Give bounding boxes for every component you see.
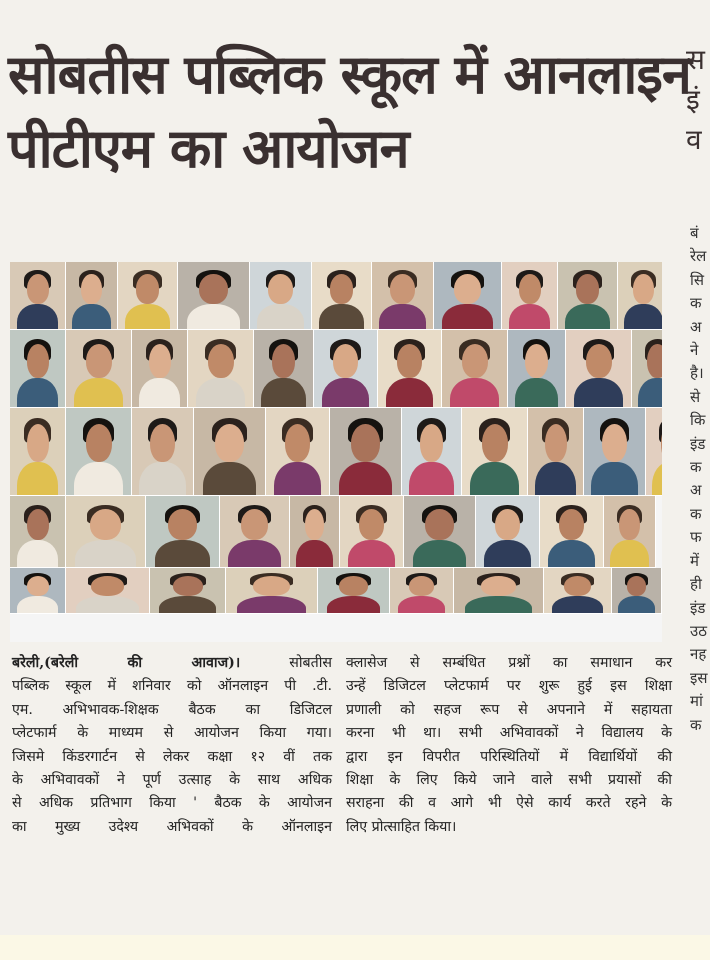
person-body xyxy=(74,378,123,408)
person-body xyxy=(535,462,577,496)
person-face xyxy=(619,509,639,540)
video-tile xyxy=(604,496,656,568)
headline-line-2: पीटीएम का आयोजन xyxy=(8,117,409,180)
video-tile xyxy=(462,408,528,496)
person-body xyxy=(72,304,111,330)
article-line: प्लेटफार्म के माध्यम से आयोजन किया गया। xyxy=(12,725,332,742)
dateline: बरेली,(बरेली की आवाज)। xyxy=(12,655,241,671)
video-tile xyxy=(194,408,266,496)
video-tile xyxy=(454,568,544,614)
article-line: द्वारा इन विपरीत परिस्थितियों में विद्यार्थियों की xyxy=(346,748,672,765)
side-column-line: फ xyxy=(690,528,702,547)
person-body xyxy=(409,462,454,496)
video-tile xyxy=(66,568,150,614)
video-tile xyxy=(372,262,434,330)
side-column-line: अ xyxy=(690,481,702,500)
article-column-2 xyxy=(346,652,672,839)
video-tile xyxy=(150,568,226,614)
person-body xyxy=(139,378,181,408)
person-face xyxy=(462,344,488,378)
headline-line-1: सोबतीस पब्लिक स्कूल में आनलाइन xyxy=(8,43,691,106)
video-tile xyxy=(178,262,250,330)
person-face xyxy=(199,274,227,303)
person-face xyxy=(27,576,49,596)
video-tile xyxy=(528,408,584,496)
person-body xyxy=(155,540,210,568)
video-tile xyxy=(502,262,558,330)
video-tile xyxy=(378,330,442,408)
video-tile xyxy=(146,496,220,568)
article-line: पब्लिक स्कूल में शनिवार को ऑनलाइन पी .टी. xyxy=(12,678,332,695)
person-body xyxy=(442,304,493,330)
person-body xyxy=(450,378,499,408)
person-face xyxy=(241,509,269,540)
person-body xyxy=(125,304,170,330)
person-body xyxy=(17,540,59,568)
person-body xyxy=(327,596,381,614)
person-face xyxy=(150,424,174,462)
person-body xyxy=(413,540,467,568)
dateline-rest: सोबतीस xyxy=(240,655,332,671)
person-face xyxy=(633,274,653,303)
person-face xyxy=(576,274,600,303)
video-tile xyxy=(10,262,66,330)
video-tile xyxy=(340,496,404,568)
side-column-line: क xyxy=(690,715,702,734)
side-column-line: मां xyxy=(690,692,703,711)
person-face xyxy=(27,509,49,540)
side-column-line: नह xyxy=(690,645,707,664)
person-face xyxy=(253,576,289,596)
side-column-line: क xyxy=(690,294,702,313)
side-column-line: बं xyxy=(690,224,699,242)
person-face xyxy=(27,274,49,303)
person-body xyxy=(638,378,662,408)
person-body xyxy=(610,540,649,568)
side-column-line: से xyxy=(690,387,701,406)
video-tile xyxy=(10,496,66,568)
person-body xyxy=(322,378,370,408)
article-line: क्लासेज से सम्बंधित प्रश्नों का समाधान कर xyxy=(346,655,672,671)
person-body xyxy=(139,462,185,496)
person-face xyxy=(268,274,292,303)
side-column-line: क xyxy=(690,504,702,523)
person-face xyxy=(330,274,354,303)
side-column-line: ने xyxy=(690,341,699,360)
video-tile xyxy=(508,330,566,408)
side-head-line: स xyxy=(686,43,705,76)
person-face xyxy=(586,344,612,378)
video-tile xyxy=(118,262,178,330)
person-body xyxy=(339,462,393,496)
side-column-line: सि xyxy=(690,270,705,289)
person-face xyxy=(285,424,310,462)
person-body xyxy=(591,462,637,496)
person-face xyxy=(90,509,122,540)
video-tile xyxy=(250,262,312,330)
person-face xyxy=(545,424,567,462)
person-body xyxy=(17,304,59,330)
person-face xyxy=(86,344,112,378)
video-tile xyxy=(566,330,632,408)
video-tile xyxy=(540,496,604,568)
video-tile xyxy=(558,262,618,330)
video-tile xyxy=(10,568,66,614)
side-head-line: व xyxy=(686,123,702,156)
person-body xyxy=(552,596,603,614)
person-body xyxy=(17,596,59,614)
side-column-line: अ xyxy=(690,317,702,336)
article-line: करना भी था। सभी अभिवावकों ने विद्यालय के xyxy=(346,725,672,742)
video-tile xyxy=(132,330,188,408)
person-body xyxy=(348,540,396,568)
article-line: सराहना की व आगे भी ऐसे कार्य करते रहने के xyxy=(346,795,672,812)
person-body xyxy=(228,540,280,568)
person-face xyxy=(390,274,414,303)
person-body xyxy=(296,540,333,568)
video-tile xyxy=(10,408,66,496)
video-tile xyxy=(434,262,502,330)
person-body xyxy=(565,304,610,330)
person-body xyxy=(379,304,425,330)
video-tile xyxy=(442,330,508,408)
video-call-collage xyxy=(10,262,662,642)
video-tile xyxy=(330,408,402,496)
person-face xyxy=(525,344,548,378)
adjacent-article-fragment xyxy=(690,222,710,737)
video-tile xyxy=(404,496,476,568)
person-face xyxy=(425,509,453,540)
person-body xyxy=(470,462,519,496)
person-face xyxy=(168,509,197,540)
person-face xyxy=(333,344,358,378)
person-face xyxy=(627,576,647,596)
video-tile xyxy=(612,568,662,614)
headline xyxy=(8,38,691,186)
article-line: के अभिवावकों ने पूर्ण उत्साह के साथ अधिक xyxy=(12,772,332,789)
person-face xyxy=(208,344,234,378)
side-column-line: में xyxy=(690,551,699,570)
side-column-line: क xyxy=(690,458,702,477)
person-body xyxy=(484,540,532,568)
person-face xyxy=(91,576,124,596)
adjacent-headline-fragment xyxy=(686,40,710,160)
person-face xyxy=(149,344,171,378)
person-face xyxy=(27,424,49,462)
person-body xyxy=(261,378,306,408)
article-line: जिसमे किंडरगार्टन से लेकर कक्षा १२ वीं तक xyxy=(12,748,332,765)
person-body xyxy=(75,540,135,568)
person-body xyxy=(159,596,216,614)
person-body xyxy=(574,378,623,408)
person-body xyxy=(17,378,59,408)
article-column-1 xyxy=(12,652,332,839)
person-face xyxy=(305,509,325,540)
video-tile xyxy=(10,330,66,408)
person-face xyxy=(481,576,517,596)
page-bottom-band xyxy=(0,935,710,960)
person-face xyxy=(420,424,444,462)
person-body xyxy=(187,304,241,330)
person-body xyxy=(274,462,322,496)
person-body xyxy=(386,378,434,408)
person-face xyxy=(602,424,626,462)
person-face xyxy=(397,344,422,378)
article-line xyxy=(12,652,332,675)
article-line: उन्हें डिजिटल प्लेटफार्म पर शुरू हुई इस शिक्षा xyxy=(346,678,672,695)
video-tile xyxy=(476,496,540,568)
person-body xyxy=(203,462,257,496)
side-column-line: कि xyxy=(690,411,706,430)
person-face xyxy=(359,509,384,540)
side-column-line: इंड xyxy=(690,598,706,617)
person-body xyxy=(74,462,123,496)
person-face xyxy=(215,424,243,462)
video-tile xyxy=(314,330,378,408)
person-face xyxy=(272,344,296,378)
article-line: शिक्षा के लिए किये जाने वाले सभी प्रयासों की xyxy=(346,772,672,789)
person-body xyxy=(465,596,533,614)
person-body xyxy=(237,596,306,614)
person-face xyxy=(564,576,591,596)
person-face xyxy=(495,509,520,540)
video-tile xyxy=(66,330,132,408)
video-tile xyxy=(402,408,462,496)
person-face xyxy=(647,344,662,378)
person-body xyxy=(509,304,551,330)
person-body xyxy=(17,462,59,496)
person-body xyxy=(515,378,558,408)
person-face xyxy=(559,509,584,540)
side-column-line: है। xyxy=(690,364,704,383)
video-tile xyxy=(254,330,314,408)
article-line: का मुख्य उदेश्य अभिवकों के ऑनलाइन xyxy=(12,818,332,835)
video-tile xyxy=(66,262,118,330)
video-tile xyxy=(584,408,646,496)
video-tile xyxy=(618,262,662,330)
person-body xyxy=(548,540,596,568)
article-line: लिए प्रोत्साहित किया। xyxy=(346,818,457,835)
video-tile xyxy=(312,262,372,330)
video-tile xyxy=(220,496,290,568)
person-face xyxy=(409,576,434,596)
person-face xyxy=(339,576,367,596)
person-body xyxy=(652,462,662,496)
side-column-line: इस xyxy=(690,668,708,687)
person-face xyxy=(136,274,160,303)
video-tile xyxy=(266,408,330,496)
video-tile xyxy=(544,568,612,614)
person-face xyxy=(27,344,49,378)
video-tile xyxy=(390,568,454,614)
side-head-line: इं xyxy=(686,83,700,116)
person-face xyxy=(173,576,203,596)
video-tile xyxy=(226,568,318,614)
article-line: से अधिक प्रतिभाग किया ' बैठक के आयोजन xyxy=(12,795,332,812)
person-body xyxy=(398,596,446,614)
side-column-line: ही xyxy=(690,575,702,594)
side-column-line: उठ xyxy=(690,621,707,640)
side-column-line: रेल xyxy=(690,247,707,266)
person-body xyxy=(624,304,662,330)
person-body xyxy=(319,304,364,330)
person-face xyxy=(519,274,541,303)
person-face xyxy=(86,424,112,462)
side-column-line: इंड xyxy=(690,434,706,453)
video-tile xyxy=(66,496,146,568)
person-body xyxy=(257,304,303,330)
article-line: एम. अभिभावक-शिक्षक बैठक का डिजिटल xyxy=(12,701,332,718)
person-face xyxy=(454,274,481,303)
person-face xyxy=(482,424,508,462)
person-face xyxy=(351,424,379,462)
article-line: प्रणाली को सहज रूप से अपनाने में सहायता xyxy=(346,701,672,718)
person-face xyxy=(81,274,101,303)
video-tile xyxy=(318,568,390,614)
video-tile xyxy=(132,408,194,496)
video-tile xyxy=(66,408,132,496)
video-tile xyxy=(632,330,662,408)
person-body xyxy=(618,596,655,614)
video-tile xyxy=(290,496,340,568)
person-body xyxy=(196,378,245,408)
person-body xyxy=(76,596,139,614)
video-tile xyxy=(646,408,662,496)
video-tile xyxy=(188,330,254,408)
